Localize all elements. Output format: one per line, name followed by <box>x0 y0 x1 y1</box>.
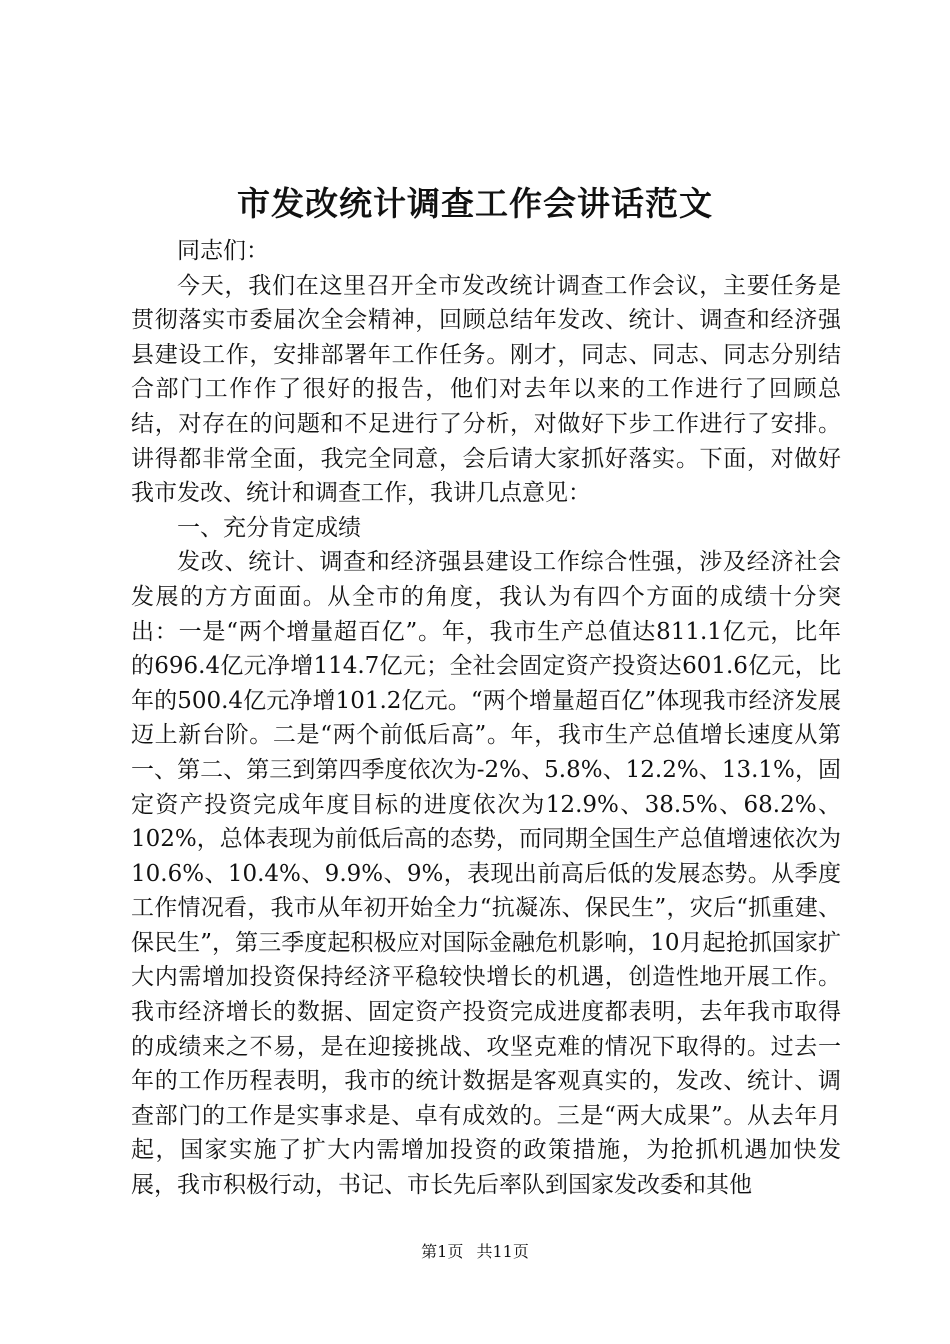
salutation: 同志们： <box>177 238 269 264</box>
page-number: 第1页 <box>421 1242 464 1261</box>
paragraph-achievements: 发改、统计、调查和经济强县建设工作综合性强，涉及经济社会发展的方方面面。从全市的角度，我认为有四个方面的成绩十分突出：一是“两个增量超百亿”。年，我市生产总值达811.1亿元，比年的696.4亿元净增114.7亿元；全社会固定资产投资达601.6亿元，比年的500.4亿元净增101.2亿元。“两个增量超百亿”体现我市经济发展迈上新台阶。二是“两个前低后高”。年，我市生产总值增长速度从第一、第二、第三到第四季度依次为-2%、5.8%、12.2%、13.1%，固定资产投资完成年度目标的进度依次为12.9%、38.5%、68.2%、102%，总体表现为前低后高的态势，而同期全国生产总值增速依次为10.6%、10.4%、9.9%、9%，表现出前高后低的发展态势。从季度工作情况看，我市从年初开始全力“抗凝冻、保民生”，灾后“抓重建、保民生”，第三季度起积极应对国际金融危机影响，10月起抢抓国家扩大内需增加投资保持经济平稳较快增长的机遇，创造性地开展工作。我市经济增长的数据、固定资产投资完成进度都表明，去年我市取得的成绩来之不易，是在迎接挑战、攻坚克难的情况下取得的。过去一年的工作历程表明，我市的统计数据是客观真实的，发改、统计、调查部门的工作是实事求是、卓有成效的。三是“两大成果”。从去年月起，国家实施了扩大内需增加投资的政策措施，为抢抓机遇加快发展，我市积极行动，书记、市长先后率队到国家发改委和其他 <box>131 549 841 1199</box>
paragraph-intro: 今天，我们在这里召开全市发改统计调查工作会议，主要任务是贯彻落实市委届次全会精神，回顾总结年发改、统计、调查和经济强县建设工作，安排部署年工作任务。刚才，同志、同志、同志分别结合部门工作作了很好的报告，他们对去年以来的工作进行了回顾总结，对存在的问题和不足进行了分析，对做好下步工作进行了安排。讲得都非常全面，我完全同意，会后请大家抓好落实。下面，对做好我市发改、统计和调查工作，我讲几点意见： <box>131 272 841 507</box>
document-title: 市发改统计调查工作会讲话范文 <box>237 184 713 223</box>
page-footer <box>0 1241 950 1263</box>
page-total: 共11页 <box>476 1242 529 1261</box>
document-body <box>131 234 841 1203</box>
section-heading: 一、充分肯定成绩 <box>177 514 361 541</box>
